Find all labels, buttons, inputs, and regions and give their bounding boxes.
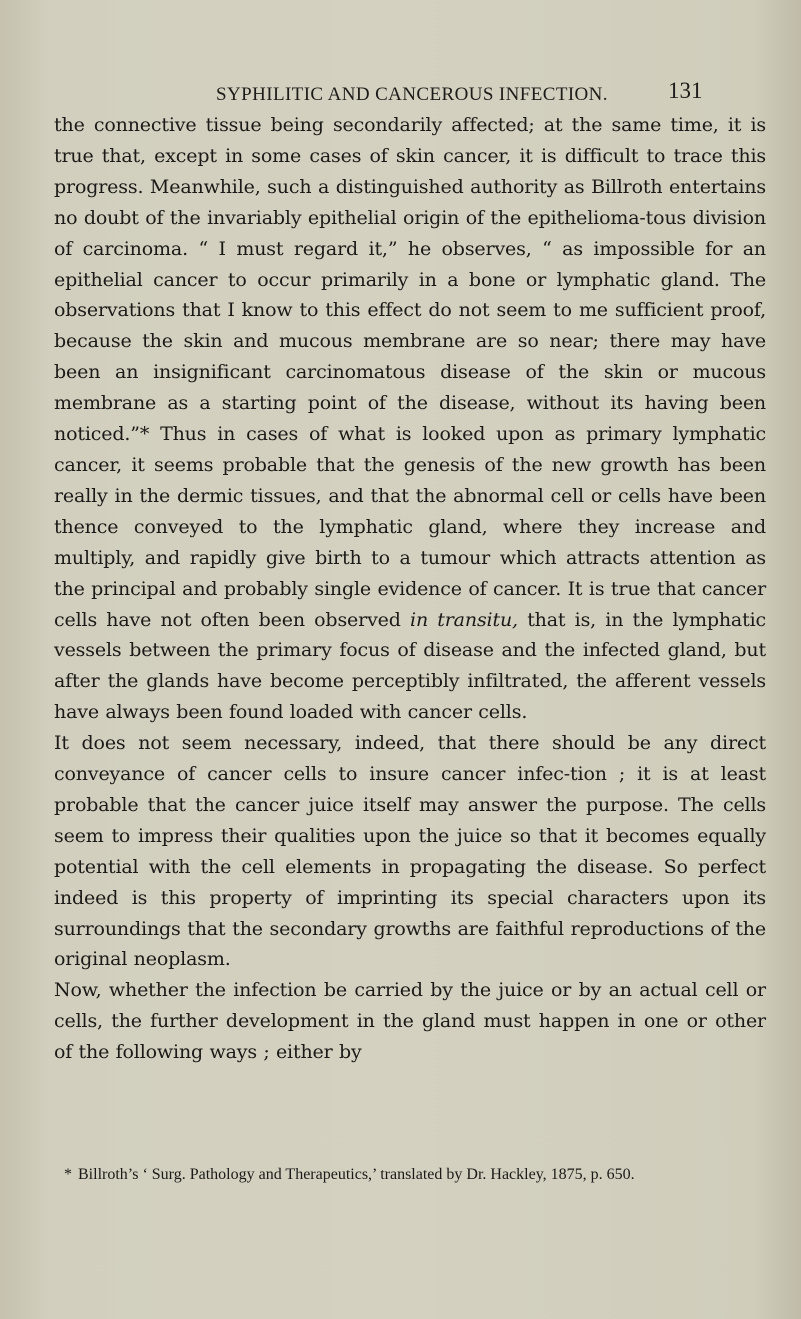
running-head: SYPHILITIC AND CANCEROUS INFECTION.: [216, 84, 608, 105]
paragraph-1-text-a: the connective tissue being secondarily affected; at the same time, it is true that, except in some cases of skin cancer, it is difficult to trace this progress. Meanwhile, such a distinguished authority as Billroth entertains no doubt of the invariably epithelial origin of the epithelioma-tous division of carcinoma. “ I must regard it,” he observes, “ as impossible for an epithelial cancer to occur primarily in a bone or lymphatic gland. The observations that I know to this effect do not seem to me sufficient proof, because the skin and mucous membrane are so near; there may have been an insignificant carcinomatous disease of the skin or mucous membrane as a starting point of the disease, without its having been noticed.”* Thus in cases of what is looked upon as primary lymphatic cancer, it seems probable that the genesis of the new growth has been really in the dermic tissues, and that the abnormal cell or cells have been thence conveyed to the lymphatic gland, where they increase and multiply, and rapidly give birth to a tumour which attracts attention as the principal and probably single evidence of cancer. It is true that cancer cells have not often been observed: [54, 114, 766, 631]
paragraph-1-text-b: that is, in the lymphatic vessels between the primary focus of disease and the infected gland, but after the glands have become perceptibly infiltrated, the afferent vessels have always been found loaded with cancer cells.: [54, 608, 767, 724]
italic-phrase: in transitu,: [410, 608, 518, 631]
paragraph-1: [54, 110, 766, 728]
paragraph-3: Now, whether the infection be carried by the juice or by an actual cell or cells, the further development in the gland must happen in one or other of the following ways ; either by: [54, 979, 766, 1064]
page-number: 131: [668, 78, 703, 103]
footnote-mark: *: [64, 1166, 72, 1183]
body-text: [54, 110, 766, 1068]
paragraph-2: It does not seem necessary, indeed, that there should be any direct conveyance of cancer cells to insure cancer infec-tion ; it is at least probable that the cancer juice itself may answer the purpose. The cells seem to impress their qualities upon the juice so that it becomes equally potential with the cell elements in propagating the disease. So perfect indeed is this property of imprinting its special characters upon its surroundings that the secondary growths are faithful reproductions of the original neoplasm.: [54, 732, 766, 971]
footnote: [54, 1164, 766, 1185]
footnote-text: Billroth’s ‘ Surg. Pathology and Therapeutics,’ translated by Dr. Hackley, 1875, p. 650.: [78, 1166, 635, 1183]
